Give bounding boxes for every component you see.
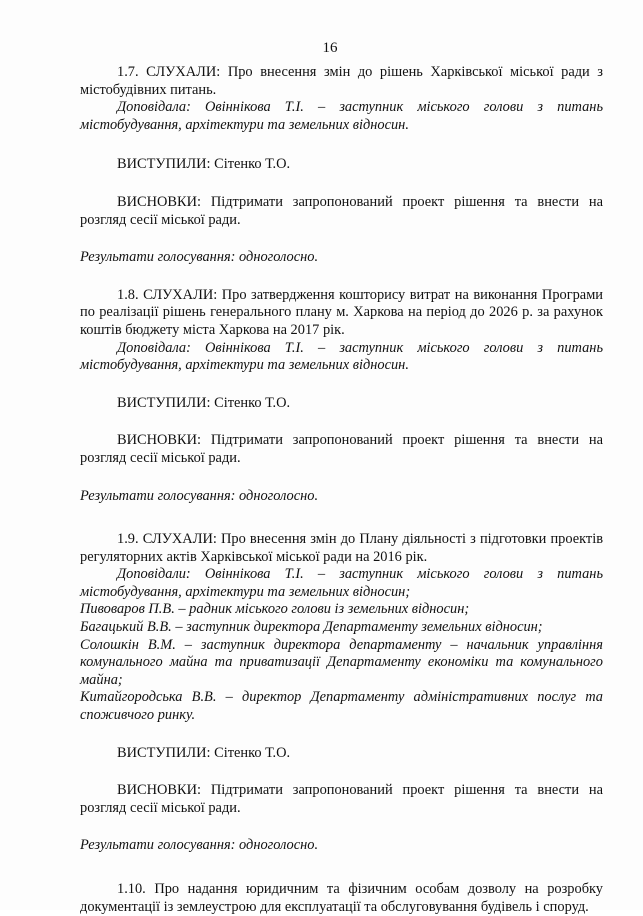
item-1-8-vote: Результати голосування: одноголосно. [80, 487, 319, 504]
item-1-7-vote: Результати голосування: одноголосно. [80, 249, 319, 266]
item-1-9-spoke: ВИСТУПИЛИ: Сітенко Т.О. [117, 744, 291, 761]
document-body [80, 64, 603, 916]
item-1-10-heard: 1.10. Про надання юридичним та фізичним особам дозволу на розробку документації із землеустрою для експлуатації та обслуговування будівель і споруд. [80, 881, 603, 915]
item-1-9-reporter-4: Солошкін В.М. – заступник директора департаменту – начальник управління комунального майна та приватизації Департаменту економіки та комунального майна; [80, 636, 603, 688]
item-1-7-conclusion: ВИСНОВКИ: Підтримати запропонований проект рішення та внести на розгляд сесії міської ради. [80, 193, 603, 228]
item-1-9-reporter-5: Китайгородська В.В. – директор Департаменту адміністративних послуг та споживчого ринку. [80, 689, 603, 724]
item-1-7-spoke: ВИСТУПИЛИ: Сітенко Т.О. [117, 156, 291, 173]
item-1-9-conclusion: ВИСНОВКИ: Підтримати запропонований проект рішення та внести на розгляд сесії міської ради. [80, 782, 603, 816]
item-1-8-conclusion: ВИСНОВКИ: Підтримати запропонований проект рішення та внести на розгляд сесії міської ради. [80, 432, 603, 466]
item-1-9-reporter-3: Багацький В.В. – заступник директора Департаменту земельних відносин; [80, 619, 543, 636]
item-1-9-heard: 1.9. СЛУХАЛИ: Про внесення змін до Плану діяльності з підготовки проектів регуляторних актів Харківської міської ради на 2016 рік. [80, 531, 603, 565]
item-1-9-vote: Результати голосування: одноголосно. [80, 837, 319, 854]
item-1-8-reporter: Доповідала: Овіннікова Т.І. – заступник міського голови з питань містобудування, архітектури та земельних відносин. [80, 339, 603, 374]
item-1-7-reporter: Доповідала: Овіннікова Т.І. – заступник міського голови з питань містобудування, архітектури та земельних відносин. [80, 99, 603, 133]
item-1-8-heard: 1.8. СЛУХАЛИ: Про затвердження кошторису витрат на виконання Програми по реалізації рішень генерального плану м. Харкова на період до 2026 р. за рахунок коштів бюджету міста Харкова на 2017 рік. [80, 286, 603, 338]
item-1-9-reporter-1: Доповідали: Овіннікова Т.І. – заступник міського голови з питань містобудування, архітектури та земельних відносин; [80, 566, 603, 600]
page-number: 16 [322, 40, 338, 56]
item-1-7-heard: 1.7. СЛУХАЛИ: Про внесення змін до рішень Харківської міської ради з містобудівних питань. [80, 64, 603, 98]
item-1-9-reporter-2: Пивоваров П.В. – радник міського голови із земельних відносин; [80, 601, 470, 618]
item-1-8-spoke: ВИСТУПИЛИ: Сітенко Т.О. [117, 394, 291, 411]
